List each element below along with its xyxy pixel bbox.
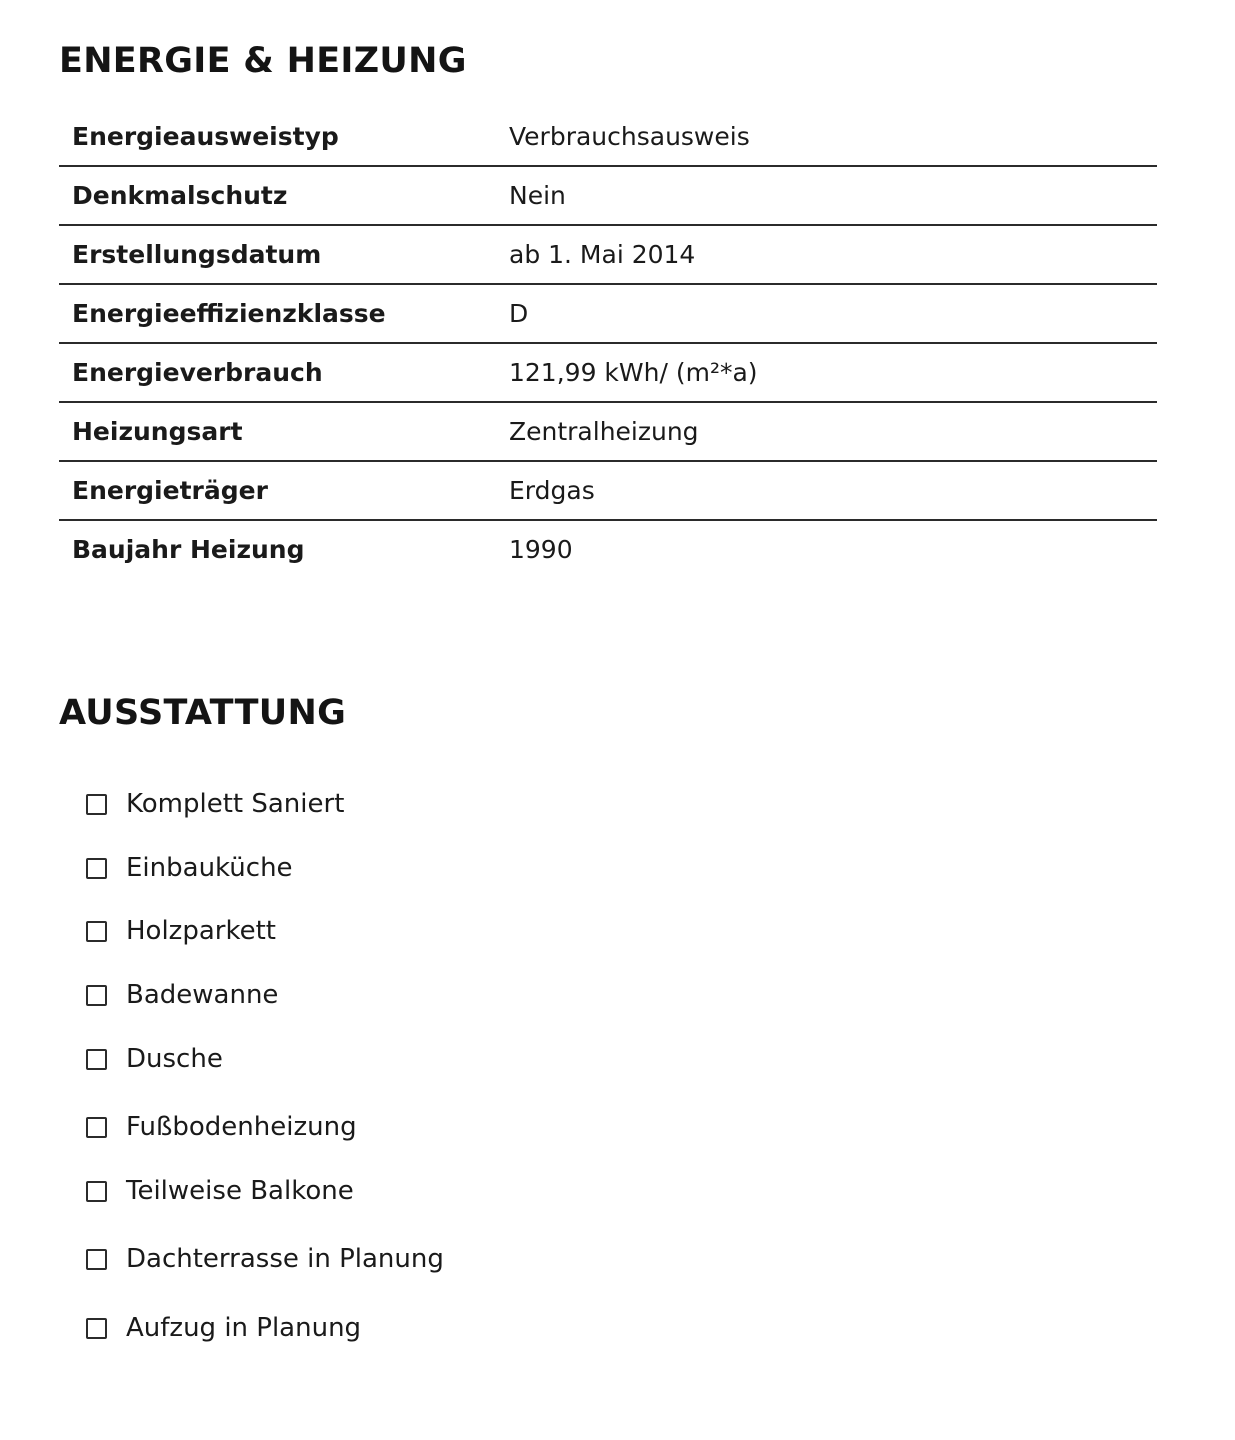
spec-value: Zentralheizung — [509, 417, 699, 446]
checkbox-icon[interactable] — [86, 921, 107, 942]
feature-label: Fußbodenheizung — [126, 1112, 357, 1142]
spec-label: Baujahr Heizung — [72, 535, 305, 564]
checkbox-icon[interactable] — [86, 1049, 107, 1070]
spec-label: Energieeffizienzklasse — [72, 299, 386, 328]
feature-label: Holzparkett — [126, 916, 276, 946]
feature-label: Dachterrasse in Planung — [126, 1244, 444, 1274]
checkbox-icon[interactable] — [86, 1117, 107, 1138]
spec-value: Nein — [509, 181, 566, 210]
spec-value: 1990 — [509, 535, 573, 564]
feature-list — [86, 0, 786, 1440]
spec-value: Verbrauchsausweis — [509, 122, 750, 151]
checkbox-icon[interactable] — [86, 794, 107, 815]
feature-item-badewanne[interactable] — [86, 977, 278, 1013]
spec-value: 121,99 kWh/ (m²*a) — [509, 358, 758, 387]
energy-heating-heading: ENERGIE & HEIZUNG — [59, 41, 467, 81]
spec-label: Energieausweistyp — [72, 122, 339, 151]
feature-item-komplett-saniert[interactable] — [86, 786, 344, 822]
feature-item-fussbodenheizung[interactable] — [86, 1109, 357, 1145]
checkbox-icon[interactable] — [86, 1249, 107, 1270]
spec-label: Heizungsart — [72, 417, 243, 446]
spec-value: Erdgas — [509, 476, 595, 505]
checkbox-icon[interactable] — [86, 858, 107, 879]
feature-item-holzparkett[interactable] — [86, 913, 276, 949]
spec-label: Energieträger — [72, 476, 268, 505]
feature-label: Badewanne — [126, 980, 279, 1010]
checkbox-icon[interactable] — [86, 1318, 107, 1339]
spec-label: Erstellungsdatum — [72, 240, 322, 269]
feature-item-dusche[interactable] — [86, 1041, 223, 1077]
spec-value: ab 1. Mai 2014 — [509, 240, 696, 269]
feature-label: Aufzug in Planung — [126, 1313, 362, 1343]
feature-item-dachterrasse[interactable] — [86, 1241, 444, 1277]
spec-label: Energieverbrauch — [72, 358, 323, 387]
feature-label: Komplett Saniert — [126, 789, 345, 819]
feature-label: Dusche — [126, 1044, 223, 1074]
spec-value: D — [509, 299, 529, 328]
checkbox-icon[interactable] — [86, 1181, 107, 1202]
feature-item-teilweise-balkone[interactable] — [86, 1173, 354, 1209]
spec-label: Denkmalschutz — [72, 181, 288, 210]
features-heading: AUSSTATTUNG — [59, 693, 347, 733]
feature-label: Einbauküche — [126, 853, 293, 883]
checkbox-icon[interactable] — [86, 985, 107, 1006]
feature-item-einbaukueche[interactable] — [86, 850, 293, 886]
feature-item-aufzug[interactable] — [86, 1310, 361, 1346]
feature-label: Teilweise Balkone — [126, 1176, 354, 1206]
